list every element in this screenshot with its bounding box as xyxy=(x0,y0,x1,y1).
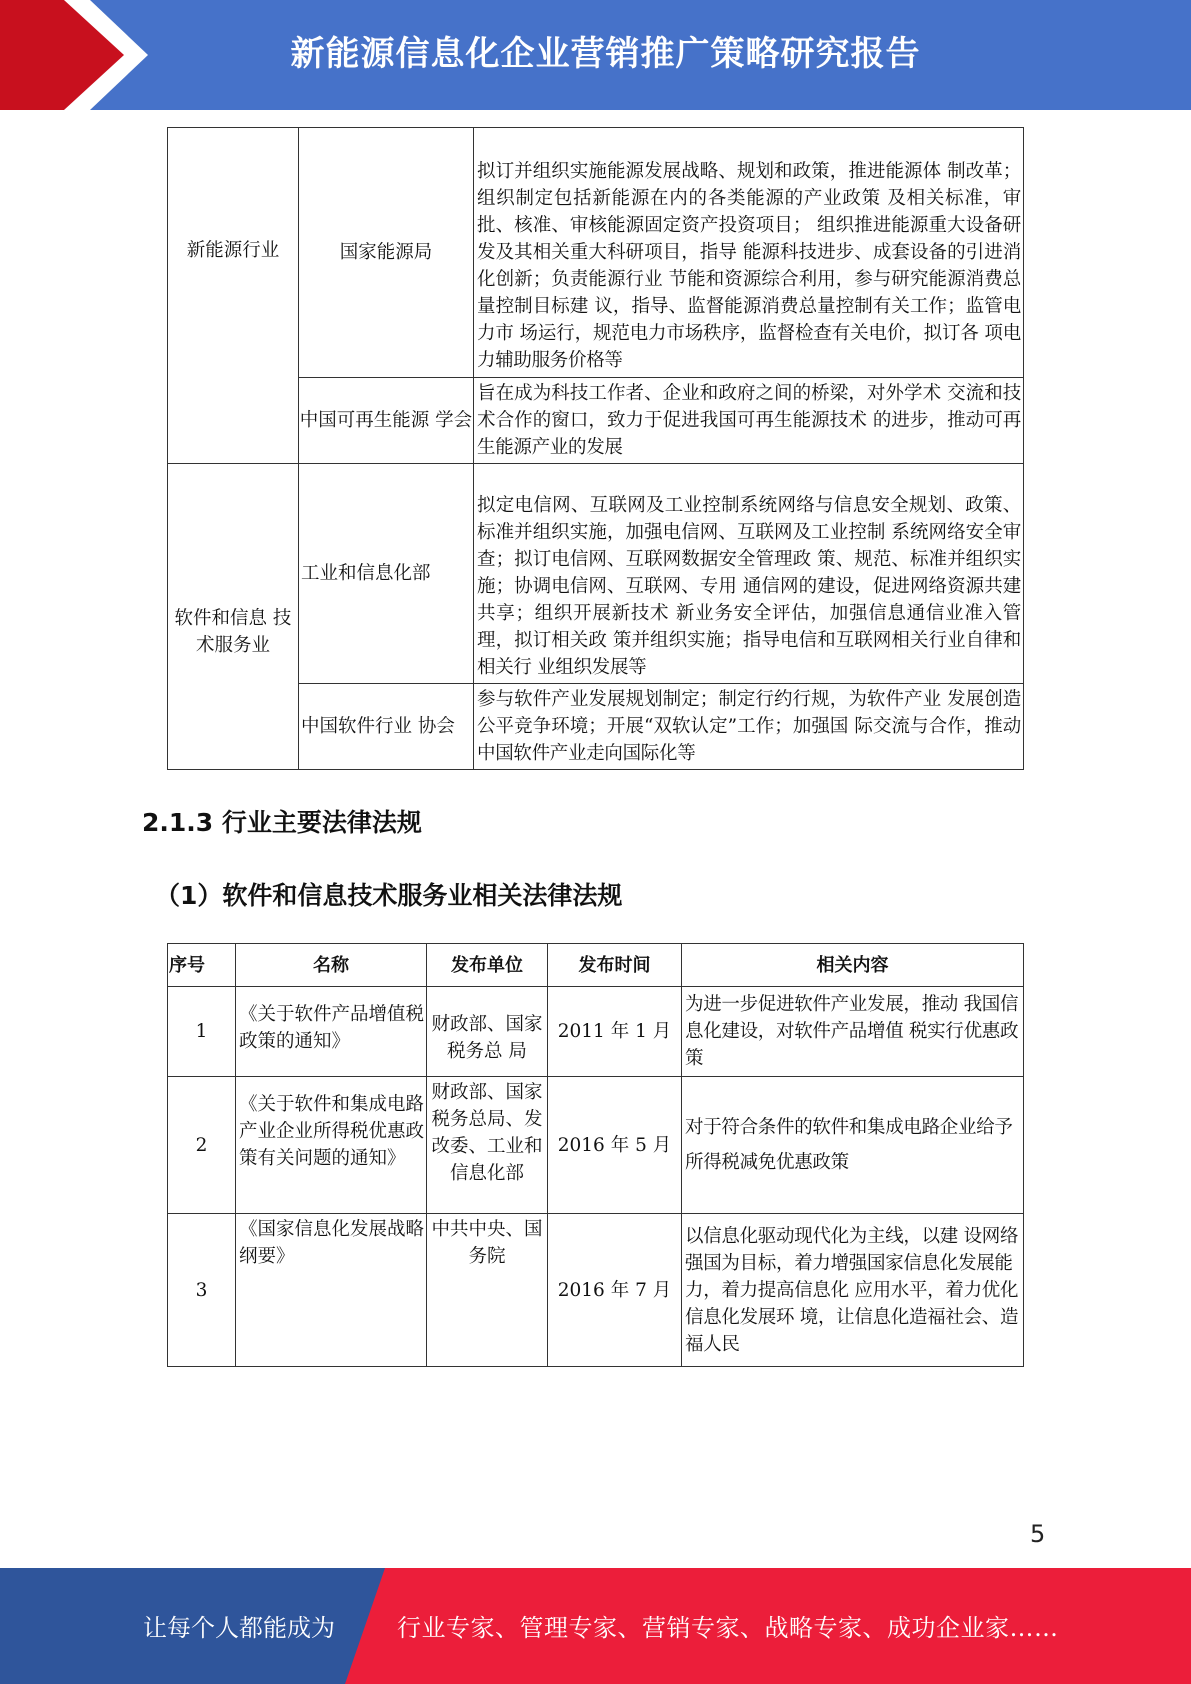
date-cell: 2016 年 5 月 xyxy=(548,1077,682,1214)
content-cell: 以信息化驱动现代化为主线，以建 设网络强国为目标，着力增强国家信息化发展能力，着力提高信息化 应用水平，着力优化信息化发展环 境，让信息化造福社会、造福人民 xyxy=(682,1214,1024,1367)
table-row xyxy=(168,464,1024,684)
table-header-row xyxy=(168,944,1024,987)
table-row xyxy=(168,1214,1024,1367)
date-cell: 2016 年 7 月 xyxy=(548,1214,682,1367)
column-header: 发布单位 xyxy=(427,944,548,987)
issuer-cell: 中共中央、国务院 xyxy=(427,1214,548,1367)
authority-table xyxy=(167,127,1024,770)
law-name-cell: 《国家信息化发展战略纲要》 xyxy=(236,1214,427,1367)
page-number: 5 xyxy=(1030,1520,1046,1548)
content-cell: 对于符合条件的软件和集成电路企业给予所得税减免优惠政策 xyxy=(682,1077,1024,1214)
agency-cell: 国家能源局 xyxy=(299,128,474,378)
content-cell: 为进一步促进软件产业发展，推动 我国信息化建设，对软件产品增值 税实行优惠政策 xyxy=(682,987,1024,1077)
report-title: 新能源信息化企业营销推广策略研究报告 xyxy=(290,34,921,74)
table-row xyxy=(168,128,1024,378)
issuer-cell: 财政部、国家税务总局、发改委、工业和信息化部 xyxy=(427,1077,548,1214)
row-number-cell: 1 xyxy=(168,987,236,1077)
subsection-heading: （1）软件和信息技术服务业相关法律法规 xyxy=(155,881,623,910)
duty-cell: 参与软件产业发展规划制定；制定行约行规，为软件产业 发展创造公平竞争环境；开展“双软认定”工作；加强国 际交流与合作，推动中国软件产业走向国际化等 xyxy=(474,684,1024,770)
section-heading: 2.1.3 行业主要法律法规 xyxy=(142,808,422,837)
laws-table xyxy=(167,943,1024,1367)
table-row xyxy=(168,987,1024,1077)
table-row xyxy=(168,1077,1024,1214)
agency-cell: 中国软件行业 协会 xyxy=(299,684,474,770)
column-header: 相关内容 xyxy=(682,944,1024,987)
law-name-cell: 《关于软件和集成电路产业企业所得税优惠政策有关问题的通知》 xyxy=(236,1077,427,1214)
industry-cell: 软件和信息 技术服务业 xyxy=(168,464,299,770)
duty-cell: 拟订并组织实施能源发展战略、规划和政策，推进能源体 制改革；组织制定包括新能源在内的各类能源的产业政策 及相关标准，审批、核准、审核能源固定资产投资项目； 组织推进能源重大设备研发及其相关重大科研项目，指导 能源科技进步、成套设备的引进消化创新；负责能源行业 节能和资源综合利用，参与研究能源消费总量控制目标建 议，指导、监督能源消费总量控制有关工作；监管电力市 场运行，规范电力市场秩序，监督检查有关电价，拟订各 项电力辅助服务价格等 xyxy=(474,128,1024,378)
industry-cell: 新能源行业 xyxy=(168,128,299,464)
agency-cell: 中国可再生能源 学会 xyxy=(299,378,474,464)
duty-cell: 旨在成为科技工作者、企业和政府之间的桥梁，对外学术 交流和技术合作的窗口，致力于促进我国可再生能源技术 的进步，推动可再生能源产业的发展 xyxy=(474,378,1024,464)
column-header: 名称 xyxy=(236,944,427,987)
law-name-cell: 《关于软件产品增值税政策的通知》 xyxy=(236,987,427,1077)
page-footer xyxy=(0,1568,1191,1684)
header-arrow-decoration xyxy=(0,0,150,110)
row-number-cell: 3 xyxy=(168,1214,236,1367)
column-header: 序号 xyxy=(168,944,236,987)
column-header: 发布时间 xyxy=(548,944,682,987)
row-number-cell: 2 xyxy=(168,1077,236,1214)
footer-slogan-left: 让每个人都能成为 xyxy=(143,1614,335,1642)
footer-slogan-right: 行业专家、管理专家、营销专家、战略专家、成功企业家…… xyxy=(397,1614,1059,1642)
agency-cell: 工业和信息化部 xyxy=(299,464,474,684)
date-cell: 2011 年 1 月 xyxy=(548,987,682,1077)
duty-cell: 拟定电信网、互联网及工业控制系统网络与信息安全规划、政策、标准并组织实施，加强电信网、互联网及工业控制 系统网络安全审查；拟订电信网、互联网数据安全管理政 策、规范、标准并组织实施；协调电信网、互联网、专用 通信网的建设，促进网络资源共建共享；组织开展新技术 新业务安全评估，加强信息通信业准入管理，拟订相关政 策并组织实施；指导电信和互联网相关行业自律和相关行 业组织发展等 xyxy=(474,464,1024,684)
page-header xyxy=(0,0,1191,110)
issuer-cell: 财政部、国家税务总 局 xyxy=(427,987,548,1077)
